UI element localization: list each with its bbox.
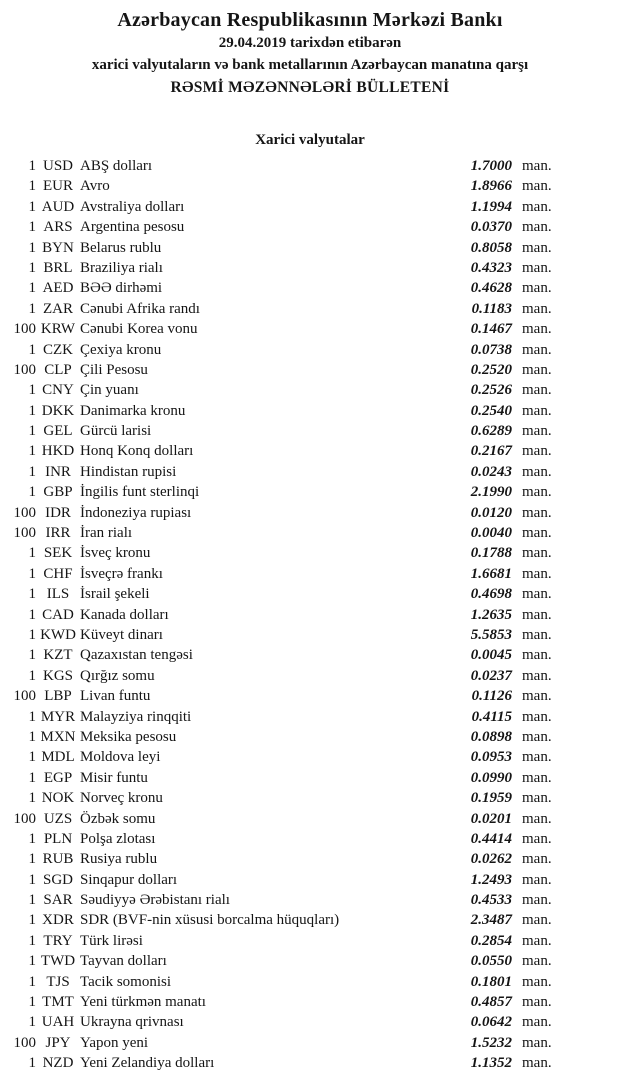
rate-cell: 2.3487: [470, 912, 512, 929]
quantity-cell: 1: [28, 545, 36, 562]
currency-name-cell: Yeni türkmən manatı: [80, 994, 206, 1011]
quantity-cell: 1: [28, 830, 36, 847]
currency-name-cell: Türk lirəsi: [80, 932, 143, 949]
rate-cell: 0.0262: [470, 851, 512, 868]
quantity-cell: 1: [28, 300, 36, 317]
unit-cell: man.: [522, 586, 552, 603]
quantity-cell: 1: [28, 994, 36, 1011]
unit-cell: man.: [522, 953, 552, 970]
currency-code-cell: KGS: [42, 667, 73, 684]
table-row: [0, 380, 620, 400]
currency-code-cell: SEK: [43, 545, 73, 562]
table-row: [0, 605, 620, 625]
table-row: [0, 441, 620, 461]
table-row: [0, 686, 620, 706]
rate-cell: 0.0201: [470, 810, 512, 827]
currency-name-cell: Argentina pesosu: [80, 219, 185, 236]
quantity-cell: 1: [28, 728, 36, 745]
rate-cell: 0.4698: [470, 586, 512, 603]
currency-code-cell: SAR: [43, 892, 73, 909]
table-row: [0, 319, 620, 339]
table-row: [0, 238, 620, 258]
quantity-cell: 1: [28, 402, 36, 419]
unit-cell: man.: [522, 259, 552, 276]
rate-cell: 0.0898: [470, 728, 512, 745]
unit-cell: man.: [522, 810, 552, 827]
currency-name-cell: Tacik somonisi: [80, 973, 172, 990]
currency-code-cell: CNY: [42, 382, 74, 399]
currency-name-cell: Çexiya kronu: [80, 341, 162, 358]
rate-cell: 0.2167: [470, 443, 512, 460]
section-title: Xarici valyutalar: [255, 132, 365, 148]
currency-name-cell: Malayziya rinqqiti: [80, 708, 192, 725]
currency-name-cell: Yeni Zelandiya dolları: [80, 1055, 215, 1072]
currency-code-cell: AUD: [41, 198, 75, 215]
rate-cell: 1.7000: [470, 158, 512, 174]
quantity-cell: 1: [28, 565, 36, 582]
table-row: [0, 258, 620, 278]
unit-cell: man.: [522, 280, 552, 297]
table-row: [0, 523, 620, 543]
currency-name-cell: Norveç kronu: [80, 790, 163, 807]
quantity-cell: 1: [28, 484, 36, 501]
rate-cell: 0.4857: [470, 994, 512, 1011]
quantity-cell: 1: [28, 463, 36, 480]
table-row: [0, 645, 620, 665]
currency-code-cell: HKD: [41, 443, 75, 460]
rate-cell: 1.2493: [470, 871, 512, 888]
unit-cell: man.: [522, 688, 552, 705]
subtitle-line: xarici valyutaların və bank metallarının Azərbaycan manatına qarşı: [91, 56, 529, 73]
table-row: [0, 1053, 620, 1073]
quantity-cell: 1: [28, 158, 36, 174]
currency-code-cell: BRL: [43, 259, 73, 276]
unit-cell: man.: [522, 606, 552, 623]
rate-cell: 0.4115: [471, 708, 512, 725]
currency-code-cell: KRW: [40, 321, 76, 338]
unit-cell: man.: [522, 667, 552, 684]
currency-code-cell: XDR: [42, 912, 74, 929]
currency-code-cell: CZK: [43, 341, 73, 358]
table-row: [0, 809, 620, 829]
unit-cell: man.: [522, 341, 552, 358]
currency-code-cell: CAD: [42, 606, 74, 623]
unit-cell: man.: [522, 1055, 552, 1072]
table-row: [0, 197, 620, 217]
unit-cell: man.: [522, 525, 552, 542]
quantity-cell: 1: [28, 790, 36, 807]
quantity-cell: 100: [13, 1034, 36, 1051]
quantity-cell: 1: [28, 749, 36, 766]
currency-name-cell: Sinqapur dolları: [80, 871, 178, 888]
unit-cell: man.: [522, 382, 552, 399]
table-row: [0, 747, 620, 767]
quantity-cell: 100: [13, 688, 36, 705]
rate-cell: 0.0237: [470, 667, 512, 684]
unit-cell: man.: [522, 321, 552, 338]
currency-code-cell: EUR: [43, 178, 73, 195]
currency-name-cell: Cənubi Afrika randı: [80, 300, 200, 317]
currency-code-cell: USD: [42, 158, 73, 174]
unit-cell: man.: [522, 443, 552, 460]
unit-cell: man.: [522, 973, 552, 990]
rate-cell: 0.0040: [470, 525, 512, 542]
currency-code-cell: GBP: [43, 484, 73, 501]
rate-cell: 0.2520: [470, 361, 512, 378]
quantity-cell: 1: [28, 1055, 36, 1072]
quantity-cell: 100: [13, 504, 36, 521]
currency-name-cell: Honq Konq dolları: [80, 443, 194, 460]
currency-code-cell: ILS: [46, 586, 70, 603]
quantity-cell: 1: [28, 667, 36, 684]
unit-cell: man.: [522, 708, 552, 725]
table-row: [0, 788, 620, 808]
table-row: [0, 543, 620, 563]
unit-cell: man.: [522, 647, 552, 664]
unit-cell: man.: [522, 402, 552, 419]
currency-code-cell: CLP: [44, 361, 72, 378]
currency-name-cell: İsrail şekeli: [80, 586, 150, 603]
currency-name-cell: Çin yuanı: [80, 382, 139, 399]
table-row: [0, 421, 620, 441]
rate-cell: 0.0738: [470, 341, 512, 358]
currency-code-cell: EGP: [43, 769, 73, 786]
currency-code-cell: IRR: [45, 525, 71, 542]
table-row: [0, 482, 620, 502]
unit-cell: man.: [522, 994, 552, 1011]
currency-name-cell: Hindistan rupisi: [80, 463, 177, 480]
unit-cell: man.: [522, 1034, 552, 1051]
currency-name-cell: BƏƏ dirhəmi: [80, 280, 163, 297]
currency-code-cell: BYN: [42, 239, 74, 256]
currency-code-cell: DKK: [41, 402, 75, 419]
currency-code-cell: TMT: [42, 994, 74, 1011]
rate-cell: 0.1126: [471, 688, 512, 705]
currency-name-cell: Özbək somu: [80, 810, 156, 827]
currency-name-cell: Danimarka kronu: [80, 402, 186, 419]
unit-cell: man.: [522, 769, 552, 786]
table-row: [0, 401, 620, 421]
unit-cell: man.: [522, 1014, 552, 1031]
currency-name-cell: Belarus rublu: [80, 239, 162, 256]
rate-cell: 0.0953: [470, 749, 512, 766]
currency-name-cell: Misir funtu: [80, 769, 148, 786]
unit-cell: man.: [522, 728, 552, 745]
currency-code-cell: KZT: [43, 647, 73, 664]
currency-name-cell: İsveç kronu: [80, 545, 151, 562]
rate-cell: 0.8058: [470, 239, 512, 256]
unit-cell: man.: [522, 932, 552, 949]
table-row: [0, 217, 620, 237]
quantity-cell: 100: [13, 810, 36, 827]
quantity-cell: 1: [28, 239, 36, 256]
quantity-cell: 1: [28, 178, 36, 195]
rate-cell: 0.4323: [470, 259, 512, 276]
unit-cell: man.: [522, 219, 552, 236]
rate-cell: 2.1990: [470, 484, 512, 501]
currency-name-cell: Moldova leyi: [80, 749, 161, 766]
bulletin-title: RƏSMİ MƏZƏNNƏLƏRİ BÜLLETENİ: [170, 79, 450, 96]
unit-cell: man.: [522, 484, 552, 501]
currency-code-cell: INR: [45, 463, 71, 480]
rate-cell: 0.2854: [470, 932, 512, 949]
quantity-cell: 1: [28, 586, 36, 603]
rate-cell: 0.4533: [470, 892, 512, 909]
quantity-cell: 1: [28, 626, 36, 643]
quantity-cell: 1: [28, 259, 36, 276]
table-row: [0, 768, 620, 788]
currency-name-cell: Braziliya rialı: [80, 259, 163, 276]
quantity-cell: 1: [28, 1014, 36, 1031]
currency-code-cell: GEL: [43, 423, 73, 440]
unit-cell: man.: [522, 851, 552, 868]
currency-name-cell: Rusiya rublu: [80, 851, 158, 868]
currency-code-cell: IDR: [45, 504, 71, 521]
quantity-cell: 1: [28, 892, 36, 909]
quantity-cell: 100: [13, 321, 36, 338]
unit-cell: man.: [522, 545, 552, 562]
table-row: [0, 462, 620, 482]
currency-code-cell: PLN: [43, 830, 73, 847]
unit-cell: man.: [522, 463, 552, 480]
currency-code-cell: SGD: [42, 871, 73, 888]
quantity-cell: 1: [28, 423, 36, 440]
rate-cell: 0.4628: [470, 280, 512, 297]
bank-name: Azərbaycan Respublikasının Mərkəzi Bankı: [117, 9, 503, 31]
unit-cell: man.: [522, 565, 552, 582]
unit-cell: man.: [522, 790, 552, 807]
unit-cell: man.: [522, 300, 552, 317]
currency-code-cell: KWD: [40, 626, 76, 643]
unit-cell: man.: [522, 504, 552, 521]
rate-cell: 0.0642: [470, 1014, 512, 1031]
unit-cell: man.: [522, 892, 552, 909]
currency-name-cell: İsveçrə frankı: [80, 565, 163, 582]
currency-name-cell: İran rialı: [80, 525, 133, 542]
currency-code-cell: TWD: [40, 953, 76, 970]
quantity-cell: 1: [28, 443, 36, 460]
currency-name-cell: Gürcü larisi: [80, 423, 152, 440]
currency-code-cell: CHF: [43, 565, 73, 582]
table-row: [0, 1033, 620, 1053]
rate-cell: 0.1183: [471, 300, 512, 317]
quantity-cell: 1: [28, 871, 36, 888]
quantity-cell: 1: [28, 280, 36, 297]
rate-cell: 0.0550: [470, 953, 512, 970]
rate-cell: 1.1352: [470, 1055, 512, 1072]
table-row: [0, 829, 620, 849]
rate-cell: 0.0243: [470, 463, 512, 480]
table-row: [0, 584, 620, 604]
currency-name-cell: Qazaxıstan tengəsi: [80, 647, 193, 664]
currency-name-cell: Qırğız somu: [80, 667, 155, 684]
rate-cell: 0.6289: [470, 423, 512, 440]
document-header: [0, 0, 620, 99]
rate-cell: 0.1788: [470, 545, 512, 562]
currency-code-cell: TRY: [43, 932, 73, 949]
rate-cell: 1.1994: [470, 198, 512, 215]
rate-cell: 1.8966: [470, 178, 512, 195]
currency-code-cell: NZD: [42, 1055, 74, 1072]
currency-code-cell: ARS: [43, 219, 73, 236]
table-row: [0, 707, 620, 727]
currency-name-cell: İndoneziya rupiası: [80, 504, 192, 521]
quantity-cell: 1: [28, 219, 36, 236]
table-row: [0, 360, 620, 380]
unit-cell: man.: [522, 626, 552, 643]
unit-cell: man.: [522, 871, 552, 888]
currency-name-cell: Livan funtu: [80, 688, 151, 705]
currency-name-cell: Çili Pesosu: [80, 361, 148, 378]
currency-name-cell: Avro: [80, 178, 110, 195]
table-row: [0, 156, 620, 176]
currency-code-cell: MYR: [40, 708, 76, 725]
table-row: [0, 992, 620, 1012]
currency-name-cell: İngilis funt sterlinqi: [80, 484, 200, 501]
currency-name-cell: Polşa zlotası: [80, 830, 156, 847]
table-row: [0, 278, 620, 298]
unit-cell: man.: [522, 749, 552, 766]
currency-name-cell: SDR (BVF-nin xüsusi borcalma hüquqları): [80, 912, 340, 929]
currency-name-cell: Cənubi Korea vonu: [80, 321, 198, 338]
quantity-cell: 1: [28, 953, 36, 970]
table-row: [0, 727, 620, 747]
rate-cell: 5.5853: [470, 626, 512, 643]
table-row: [0, 176, 620, 196]
table-row: [0, 910, 620, 930]
currency-code-cell: UZS: [43, 810, 73, 827]
currency-name-cell: Meksika pesosu: [80, 728, 177, 745]
rate-cell: 0.0045: [470, 647, 512, 664]
rate-cell: 1.6681: [470, 565, 512, 582]
quantity-cell: 1: [28, 606, 36, 623]
currency-name-cell: ABŞ dolları: [80, 158, 153, 174]
quantity-cell: 1: [28, 198, 36, 215]
table-row: [0, 1012, 620, 1032]
effective-date-line: 29.04.2019 tarixdən etibarən: [218, 35, 402, 51]
quantity-cell: 1: [28, 382, 36, 399]
currency-code-cell: AED: [42, 280, 74, 297]
table-row: [0, 503, 620, 523]
table-row: [0, 625, 620, 645]
table-row: [0, 666, 620, 686]
table-row: [0, 340, 620, 360]
unit-cell: man.: [522, 423, 552, 440]
table-row: [0, 890, 620, 910]
rate-cell: 0.2540: [470, 402, 512, 419]
rate-cell: 0.1801: [470, 973, 512, 990]
currency-name-cell: Səudiyyə Ərəbistanı rialı: [80, 892, 230, 909]
unit-cell: man.: [522, 239, 552, 256]
rate-cell: 0.1467: [470, 321, 512, 338]
rate-cell: 0.0990: [470, 769, 512, 786]
rate-cell: 0.0370: [470, 219, 512, 236]
table-row: [0, 931, 620, 951]
currency-table: [0, 156, 620, 1073]
quantity-cell: 1: [28, 708, 36, 725]
unit-cell: man.: [522, 178, 552, 195]
table-row: [0, 299, 620, 319]
currency-code-cell: ZAR: [43, 300, 73, 317]
quantity-cell: 1: [28, 932, 36, 949]
unit-cell: man.: [522, 912, 552, 929]
quantity-cell: 1: [28, 769, 36, 786]
unit-cell: man.: [522, 361, 552, 378]
currency-code-cell: LBP: [44, 688, 72, 705]
currency-code-cell: MXN: [40, 728, 76, 745]
quantity-cell: 1: [28, 341, 36, 358]
quantity-cell: 1: [28, 851, 36, 868]
quantity-cell: 1: [28, 912, 36, 929]
currency-code-cell: JPY: [45, 1034, 71, 1051]
currency-name-cell: Kanada dolları: [80, 606, 169, 623]
quantity-cell: 100: [13, 525, 36, 542]
unit-cell: man.: [522, 830, 552, 847]
currency-code-cell: MDL: [41, 749, 75, 766]
currency-code-cell: UAH: [41, 1014, 75, 1031]
rate-cell: 0.4414: [470, 830, 512, 847]
currency-name-cell: Küveyt dinarı: [80, 626, 163, 643]
quantity-cell: 100: [13, 361, 36, 378]
unit-cell: man.: [522, 158, 552, 174]
currency-name-cell: Avstraliya dolları: [80, 198, 185, 215]
currency-code-cell: NOK: [41, 790, 75, 807]
table-row: [0, 951, 620, 971]
rate-cell: 1.2635: [470, 606, 512, 623]
table-row: [0, 849, 620, 869]
currency-name-cell: Tayvan dolları: [80, 953, 167, 970]
rate-cell: 0.2526: [470, 382, 512, 399]
rate-cell: 0.0120: [470, 504, 512, 521]
table-row: [0, 972, 620, 992]
currency-code-cell: RUB: [42, 851, 74, 868]
currency-name-cell: Ukrayna qrivnası: [80, 1014, 184, 1031]
rate-cell: 1.5232: [470, 1034, 512, 1051]
quantity-cell: 1: [28, 647, 36, 664]
table-row: [0, 870, 620, 890]
quantity-cell: 1: [28, 973, 36, 990]
table-row: [0, 564, 620, 584]
currency-name-cell: Yapon yeni: [80, 1034, 149, 1051]
currency-code-cell: TJS: [46, 973, 70, 990]
unit-cell: man.: [522, 198, 552, 215]
rate-cell: 0.1959: [470, 790, 512, 807]
